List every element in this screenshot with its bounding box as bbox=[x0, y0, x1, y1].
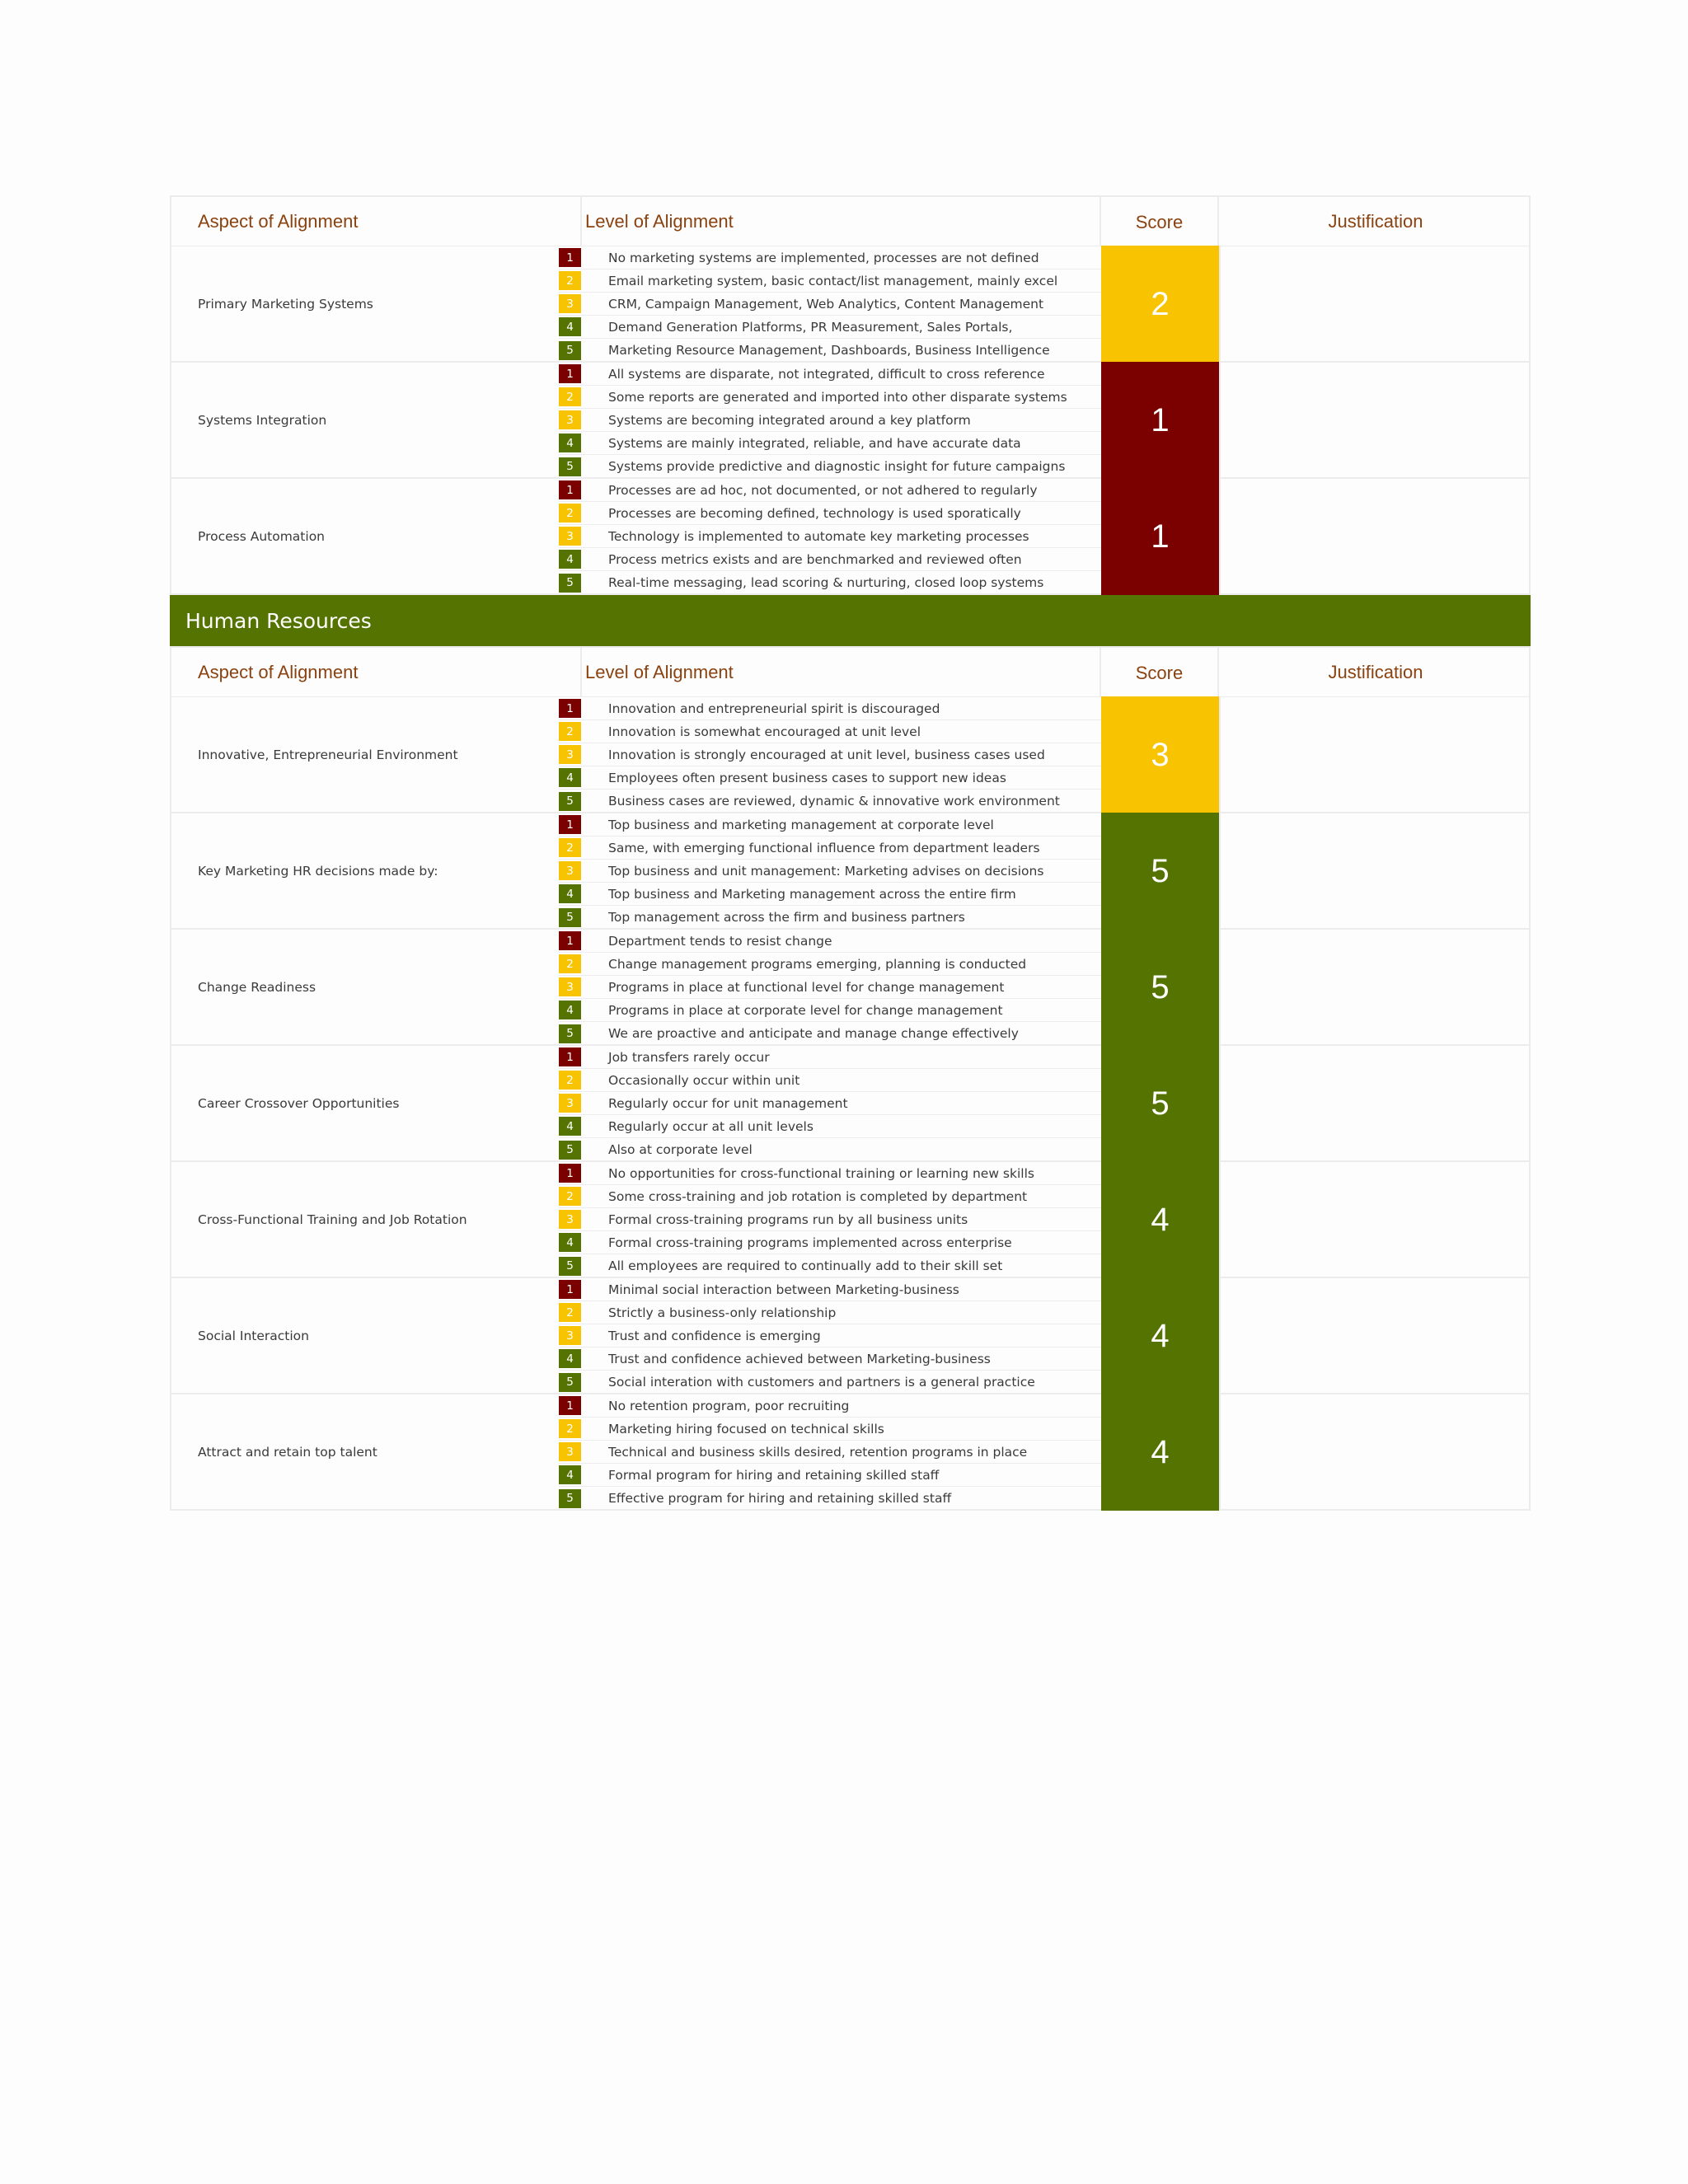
level-description: Top management across the firm and business partners bbox=[608, 910, 965, 925]
score-value: 4 bbox=[1101, 1277, 1219, 1394]
column-header-row bbox=[170, 195, 1531, 246]
level-number-badge: 3 bbox=[559, 527, 581, 546]
level-description: Systems are becoming integrated around a key platform bbox=[608, 412, 971, 428]
level-number-badge: 2 bbox=[559, 271, 581, 290]
level-item bbox=[559, 953, 1101, 976]
level-item bbox=[559, 976, 1101, 999]
level-item bbox=[559, 1046, 1101, 1069]
justification-column-header: Justification bbox=[1328, 661, 1423, 682]
level-number-badge: 1 bbox=[559, 1396, 581, 1415]
level-number-badge: 1 bbox=[559, 1280, 581, 1299]
level-list bbox=[559, 1162, 1101, 1277]
level-list bbox=[559, 1394, 1101, 1510]
level-description: Top business and unit management: Marketing advises on decisions bbox=[608, 863, 1044, 879]
level-description: Trust and confidence achieved between Marketing-business bbox=[608, 1351, 991, 1366]
level-number-badge: 1 bbox=[559, 699, 581, 718]
aspect-label: Systems Integration bbox=[198, 413, 327, 428]
level-number-badge: 4 bbox=[559, 434, 581, 452]
assessment-row bbox=[170, 813, 1531, 930]
assessment-row bbox=[170, 930, 1531, 1046]
level-item bbox=[559, 1347, 1101, 1371]
assessment-row bbox=[170, 1278, 1531, 1394]
level-number-badge: 1 bbox=[559, 815, 581, 834]
level-number-badge: 4 bbox=[559, 1001, 581, 1019]
level-item bbox=[559, 837, 1101, 860]
aspect-label: Cross-Functional Training and Job Rotation bbox=[198, 1212, 467, 1227]
level-list bbox=[559, 1046, 1101, 1161]
level-number-badge: 2 bbox=[559, 722, 581, 741]
level-description: Innovation is somewhat encouraged at unit level bbox=[608, 724, 921, 739]
level-number-badge: 2 bbox=[559, 387, 581, 406]
level-item bbox=[559, 1441, 1101, 1464]
level-number-badge: 5 bbox=[559, 341, 581, 360]
aspect-label: Key Marketing HR decisions made by: bbox=[198, 864, 438, 879]
assessment-row bbox=[170, 479, 1531, 595]
level-description: Process metrics exists and are benchmarked and reviewed often bbox=[608, 551, 1022, 567]
level-number-badge: 5 bbox=[559, 1489, 581, 1508]
level-description: Effective program for hiring and retaining skilled staff bbox=[608, 1491, 952, 1506]
level-description: Real-time messaging, lead scoring & nurturing, closed loop systems bbox=[608, 575, 1044, 590]
justification-cell[interactable] bbox=[1219, 1394, 1532, 1510]
level-item bbox=[559, 432, 1101, 455]
level-number-badge: 2 bbox=[559, 1303, 581, 1322]
level-number-badge: 4 bbox=[559, 1117, 581, 1136]
level-number-badge: 2 bbox=[559, 504, 581, 523]
level-item bbox=[559, 386, 1101, 409]
level-description: Top business and marketing management at corporate level bbox=[608, 817, 994, 832]
level-description: Systems are mainly integrated, reliable, and have accurate data bbox=[608, 435, 1021, 451]
level-list bbox=[559, 1278, 1101, 1394]
level-item bbox=[559, 1324, 1101, 1347]
level-number-badge: 1 bbox=[559, 248, 581, 267]
level-item bbox=[559, 1231, 1101, 1254]
level-number-badge: 2 bbox=[559, 954, 581, 973]
assessment-row bbox=[170, 1046, 1531, 1162]
level-description: Top business and Marketing management across the entire firm bbox=[608, 886, 1016, 902]
level-item bbox=[559, 269, 1101, 293]
level-item bbox=[559, 548, 1101, 571]
level-number-badge: 2 bbox=[559, 838, 581, 857]
level-item bbox=[559, 1069, 1101, 1092]
level-description: Social interation with customers and partners is a general practice bbox=[608, 1375, 1035, 1390]
level-number-badge: 1 bbox=[559, 364, 581, 383]
level-number-badge: 5 bbox=[559, 792, 581, 811]
level-number-badge: 5 bbox=[559, 1024, 581, 1043]
justification-cell[interactable] bbox=[1219, 479, 1532, 594]
level-description: Occasionally occur within unit bbox=[608, 1072, 800, 1088]
level-number-badge: 1 bbox=[559, 1164, 581, 1183]
level-item bbox=[559, 525, 1101, 548]
level-list bbox=[559, 813, 1101, 929]
level-number-badge: 5 bbox=[559, 574, 581, 593]
score-value: 3 bbox=[1101, 696, 1219, 813]
level-item bbox=[559, 455, 1101, 478]
level-description: Formal cross-training programs implemented across enterprise bbox=[608, 1235, 1012, 1250]
score-column-header: Score bbox=[1101, 197, 1219, 246]
justification-cell[interactable] bbox=[1219, 1162, 1532, 1277]
level-item bbox=[559, 883, 1101, 906]
level-item bbox=[559, 720, 1101, 743]
level-number-badge: 1 bbox=[559, 931, 581, 950]
level-item bbox=[559, 930, 1101, 953]
level-number-badge: 2 bbox=[559, 1419, 581, 1438]
level-description: Systems provide predictive and diagnostic insight for future campaigns bbox=[608, 459, 1066, 474]
level-item bbox=[559, 293, 1101, 316]
level-item bbox=[559, 246, 1101, 269]
level-number-badge: 3 bbox=[559, 745, 581, 764]
score-value: 2 bbox=[1101, 246, 1219, 363]
level-item bbox=[559, 339, 1101, 362]
level-description: Processes are ad hoc, not documented, or not adhered to regularly bbox=[608, 482, 1038, 498]
level-item bbox=[559, 1115, 1101, 1138]
level-item bbox=[559, 743, 1101, 766]
level-list bbox=[559, 930, 1101, 1045]
justification-cell[interactable] bbox=[1219, 363, 1532, 478]
level-description: We are proactive and anticipate and manage change effectively bbox=[608, 1026, 1019, 1041]
level-number-badge: 3 bbox=[559, 1210, 581, 1229]
level-description: Also at corporate level bbox=[608, 1142, 753, 1157]
level-description: Regularly occur for unit management bbox=[608, 1095, 848, 1111]
level-item bbox=[559, 1394, 1101, 1418]
level-description: Formal program for hiring and retaining skilled staff bbox=[608, 1467, 940, 1483]
level-item bbox=[559, 906, 1101, 929]
score-value: 5 bbox=[1101, 813, 1219, 930]
level-description: Minimal social interaction between Marketing-business bbox=[608, 1282, 959, 1297]
assessment-row bbox=[170, 246, 1531, 363]
level-list bbox=[559, 479, 1101, 594]
level-description: Innovation is strongly encouraged at unit level, business cases used bbox=[608, 747, 1045, 762]
level-number-badge: 5 bbox=[559, 457, 581, 476]
level-item bbox=[559, 766, 1101, 790]
level-number-badge: 3 bbox=[559, 1326, 581, 1345]
score-value: 4 bbox=[1101, 1161, 1219, 1278]
level-description: Technical and business skills desired, retention programs in place bbox=[608, 1444, 1028, 1460]
aspect-column-header: Aspect of Alignment bbox=[171, 197, 582, 246]
score-value: 1 bbox=[1101, 478, 1219, 595]
level-description: No retention program, poor recruiting bbox=[608, 1398, 850, 1413]
justification-cell[interactable] bbox=[1219, 1278, 1532, 1394]
level-description: Employees often present business cases to support new ideas bbox=[608, 770, 1006, 785]
score-value: 5 bbox=[1101, 1045, 1219, 1162]
level-number-badge: 4 bbox=[559, 1349, 581, 1368]
level-description: Innovation and entrepreneurial spirit is discouraged bbox=[608, 701, 940, 716]
level-number-badge: 3 bbox=[559, 410, 581, 429]
level-column-header: Level of Alignment bbox=[582, 648, 1101, 696]
justification-cell[interactable] bbox=[1219, 1046, 1532, 1161]
level-item bbox=[559, 316, 1101, 339]
column-header-row bbox=[170, 646, 1531, 697]
level-item bbox=[559, 1138, 1101, 1161]
justification-cell[interactable] bbox=[1219, 246, 1532, 362]
level-item bbox=[559, 790, 1101, 813]
level-description: CRM, Campaign Management, Web Analytics, Content Management bbox=[608, 296, 1044, 312]
section-title-bar: Human Resources bbox=[170, 595, 1531, 646]
score-value: 5 bbox=[1101, 929, 1219, 1046]
level-number-badge: 3 bbox=[559, 1442, 581, 1461]
assessment-row bbox=[170, 1394, 1531, 1511]
justification-cell[interactable] bbox=[1219, 697, 1532, 813]
level-item bbox=[559, 999, 1101, 1022]
level-description: Strictly a business-only relationship bbox=[608, 1305, 837, 1320]
aspect-column-header: Aspect of Alignment bbox=[171, 648, 582, 696]
level-number-badge: 4 bbox=[559, 317, 581, 336]
level-item bbox=[559, 409, 1101, 432]
aspect-label: Process Automation bbox=[198, 529, 326, 544]
level-description: Programs in place at corporate level for change management bbox=[608, 1002, 1003, 1018]
level-number-badge: 3 bbox=[559, 977, 581, 996]
aspect-label: Innovative, Entrepreneurial Environment bbox=[198, 748, 458, 762]
level-number-badge: 5 bbox=[559, 908, 581, 927]
level-description: Formal cross-training programs run by all business units bbox=[608, 1212, 968, 1227]
justification-cell[interactable] bbox=[1219, 813, 1532, 929]
level-description: No opportunities for cross-functional training or learning new skills bbox=[608, 1165, 1034, 1181]
score-value: 1 bbox=[1101, 362, 1219, 479]
level-item bbox=[559, 697, 1101, 720]
level-number-badge: 3 bbox=[559, 1094, 581, 1113]
level-item bbox=[559, 1371, 1101, 1394]
level-item bbox=[559, 502, 1101, 525]
level-item bbox=[559, 1092, 1101, 1115]
level-description: Trust and confidence is emerging bbox=[608, 1328, 821, 1343]
level-description: Marketing hiring focused on technical skills bbox=[608, 1421, 884, 1436]
level-description: All employees are required to continually add to their skill set bbox=[608, 1258, 1003, 1273]
level-number-badge: 2 bbox=[559, 1071, 581, 1090]
level-description: Demand Generation Platforms, PR Measurement, Sales Portals, bbox=[608, 319, 1013, 335]
level-number-badge: 5 bbox=[559, 1141, 581, 1160]
level-item bbox=[559, 813, 1101, 837]
level-item bbox=[559, 571, 1101, 594]
level-column-header: Level of Alignment bbox=[582, 197, 1101, 246]
level-number-badge: 4 bbox=[559, 884, 581, 903]
level-item bbox=[559, 479, 1101, 502]
level-item bbox=[559, 1418, 1101, 1441]
assessment-row bbox=[170, 697, 1531, 813]
level-description: Change management programs emerging, planning is conducted bbox=[608, 956, 1027, 972]
level-number-badge: 5 bbox=[559, 1257, 581, 1276]
aspect-label: Attract and retain top talent bbox=[198, 1445, 377, 1460]
level-description: Technology is implemented to automate key marketing processes bbox=[608, 528, 1029, 544]
level-item bbox=[559, 363, 1101, 386]
level-number-badge: 1 bbox=[559, 1047, 581, 1066]
level-item bbox=[559, 1185, 1101, 1208]
level-number-badge: 3 bbox=[559, 294, 581, 313]
aspect-label: Career Crossover Opportunities bbox=[198, 1096, 400, 1111]
level-description: Business cases are reviewed, dynamic & innovative work environment bbox=[608, 794, 1060, 808]
level-number-badge: 4 bbox=[559, 768, 581, 787]
level-description: Email marketing system, basic contact/list management, mainly excel bbox=[608, 273, 1058, 288]
justification-column-header: Justification bbox=[1328, 210, 1423, 232]
level-description: Job transfers rarely occur bbox=[608, 1049, 770, 1065]
level-number-badge: 2 bbox=[559, 1187, 581, 1206]
level-description: Some reports are generated and imported into other disparate systems bbox=[608, 389, 1067, 405]
level-number-badge: 4 bbox=[559, 1233, 581, 1252]
level-list bbox=[559, 697, 1101, 813]
level-description: Some cross-training and job rotation is completed by department bbox=[608, 1188, 1028, 1204]
level-item bbox=[559, 1487, 1101, 1510]
aspect-label: Social Interaction bbox=[198, 1329, 309, 1343]
assessment-row bbox=[170, 363, 1531, 479]
level-item bbox=[559, 860, 1101, 883]
level-description: Marketing Resource Management, Dashboards, Business Intelligence bbox=[608, 343, 1050, 358]
level-item bbox=[559, 1278, 1101, 1301]
score-value: 4 bbox=[1101, 1394, 1219, 1511]
level-list bbox=[559, 246, 1101, 362]
level-description: Processes are becoming defined, technology is used sporatically bbox=[608, 505, 1021, 521]
level-number-badge: 3 bbox=[559, 861, 581, 880]
level-description: All systems are disparate, not integrated, difficult to cross reference bbox=[608, 366, 1045, 382]
level-item bbox=[559, 1301, 1101, 1324]
aspect-label: Change Readiness bbox=[198, 980, 316, 995]
level-item bbox=[559, 1208, 1101, 1231]
level-description: Programs in place at functional level for change management bbox=[608, 979, 1005, 995]
aspect-label: Primary Marketing Systems bbox=[198, 297, 373, 312]
score-column-header: Score bbox=[1101, 648, 1219, 696]
level-description: Regularly occur at all unit levels bbox=[608, 1118, 814, 1134]
level-description: Department tends to resist change bbox=[608, 933, 832, 949]
alignment-assessment-table bbox=[170, 195, 1531, 1511]
level-item bbox=[559, 1022, 1101, 1045]
level-number-badge: 4 bbox=[559, 1465, 581, 1484]
level-item bbox=[559, 1162, 1101, 1185]
level-number-badge: 5 bbox=[559, 1373, 581, 1392]
level-number-badge: 1 bbox=[559, 480, 581, 499]
level-list bbox=[559, 363, 1101, 478]
level-number-badge: 4 bbox=[559, 550, 581, 569]
level-item bbox=[559, 1464, 1101, 1487]
level-description: Same, with emerging functional influence from department leaders bbox=[608, 840, 1040, 855]
level-description: No marketing systems are implemented, processes are not defined bbox=[608, 250, 1039, 265]
assessment-row bbox=[170, 1162, 1531, 1278]
justification-cell[interactable] bbox=[1219, 930, 1532, 1045]
level-item bbox=[559, 1254, 1101, 1277]
